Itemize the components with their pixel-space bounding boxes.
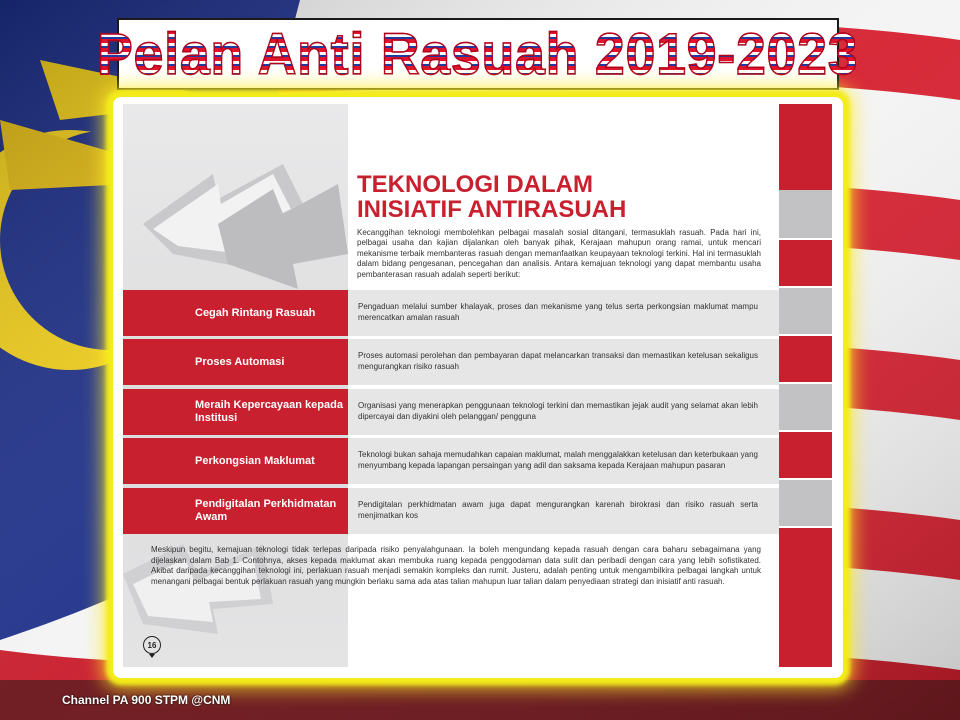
heading-line-1: TEKNOLOGI DALAM [357,171,593,198]
row-label-cell [123,389,348,435]
row-desc-cell [348,339,779,385]
table-row [123,389,779,435]
row-label-cell [123,339,348,385]
row-desc: Proses automasi perolehan dan pembayaran dapat melancarkan transaksi dan memastikan ketelusan sekaligus mengurangkan risiko rasuah [358,351,758,371]
row-label: Meraih Kepercayaan kepada Institusi [195,399,343,424]
row-desc-cell [348,290,779,336]
slide-title: Pelan Anti Rasuah 2019-2023 [97,21,859,87]
closing-paragraph: Meskipun begitu, kemajuan teknologi tidak terlepas daripada risiko penyalahgunaan. Ia boleh mengundang kepada rasuah dengan cara baharu sebagaimana yang dijelaskan dalam Bab 1. Contohnya, akses kepada maklumat akan membuka ruang kepada penggodaman data sulit dan peribadi dengan cara yang lebih sofistikated. Akibat daripada kecanggihan teknologi ini, perlakuan rasuah menjadi semakin kompleks dan rumit. Justeru, adalah penting untuk mengambilkira pelbagai langkah untuk menangani pelbagai bentuk perlakuan rasuah yang mungkin berlaku sama ada atas talian mahupun luar talian dalam penyediaan strategi dan inisiatif anti rasuah. [151,545,761,586]
section-heading [357,172,757,222]
row-desc: Pendigitalan perkhidmatan awam juga dapat mengurangkan karenah birokrasi dan risiko rasuah serta menjimatkan kos [358,500,758,520]
row-desc-cell [348,438,779,484]
document-page [123,104,779,667]
page-number: 16 [143,636,161,654]
table-row [123,438,779,484]
table-row [123,290,779,336]
row-label-cell [123,290,348,336]
row-desc-cell [348,389,779,435]
row-desc: Organisasi yang menerapkan penggunaan teknologi terkini dan memastikan jejak audit yang selamat akan lebih dipercayai dan diyakini oleh pelanggan/ pengguna [358,401,758,421]
row-label-cell [123,438,348,484]
footer-credit: Channel PA 900 STPM @CNM [62,693,231,707]
row-desc: Teknologi bukan sahaja memudahkan capaian maklumat, malah menggalakkan ketelusan dan keterbukaan yang menyumbang kepada lapangan persaingan yang adil dan saksama kepada Kerajaan mahupun pasaran [358,450,758,470]
title-banner [97,18,859,90]
table-row [123,339,779,385]
table-row [123,488,779,534]
row-label: Proses Automasi [195,355,285,368]
row-label: Pendigitalan Perkhidmatan Awam [195,498,337,523]
row-label-cell [123,488,348,534]
heading-line-2: INISIATIF ANTIRASUAH [357,196,627,223]
row-desc-cell [348,488,779,534]
row-label: Perkongsian Maklumat [195,454,315,467]
row-label: Cegah Rintang Rasuah [195,306,316,319]
intro-paragraph: Kecanggihan teknologi membolehkan pelbagai masalah sosial ditangani, termasuklah rasuah. Pada hari ini, pelbagai usaha dan kajian dijalankan oleh banyak pihak, Kerajaan mahupun orang ramai, untuk mencari mekanisme terbaik membanteras rasuah dengan memanfaatkan keupayaan teknologi terkini. Hal ini termasuklah dalam bidang pengesanan, pencegahan dan analisis. Antara kemajuan teknologi yang dapat membantu usaha pembanterasan rasuah adalah seperti berikut: [357,228,761,279]
row-desc: Pengaduan melalui sumber khalayak, proses dan mekanisme yang telus serta perkongsian maklumat mampu merencatkan amalan rasuah [358,302,758,322]
right-stripe-bar [779,104,832,667]
